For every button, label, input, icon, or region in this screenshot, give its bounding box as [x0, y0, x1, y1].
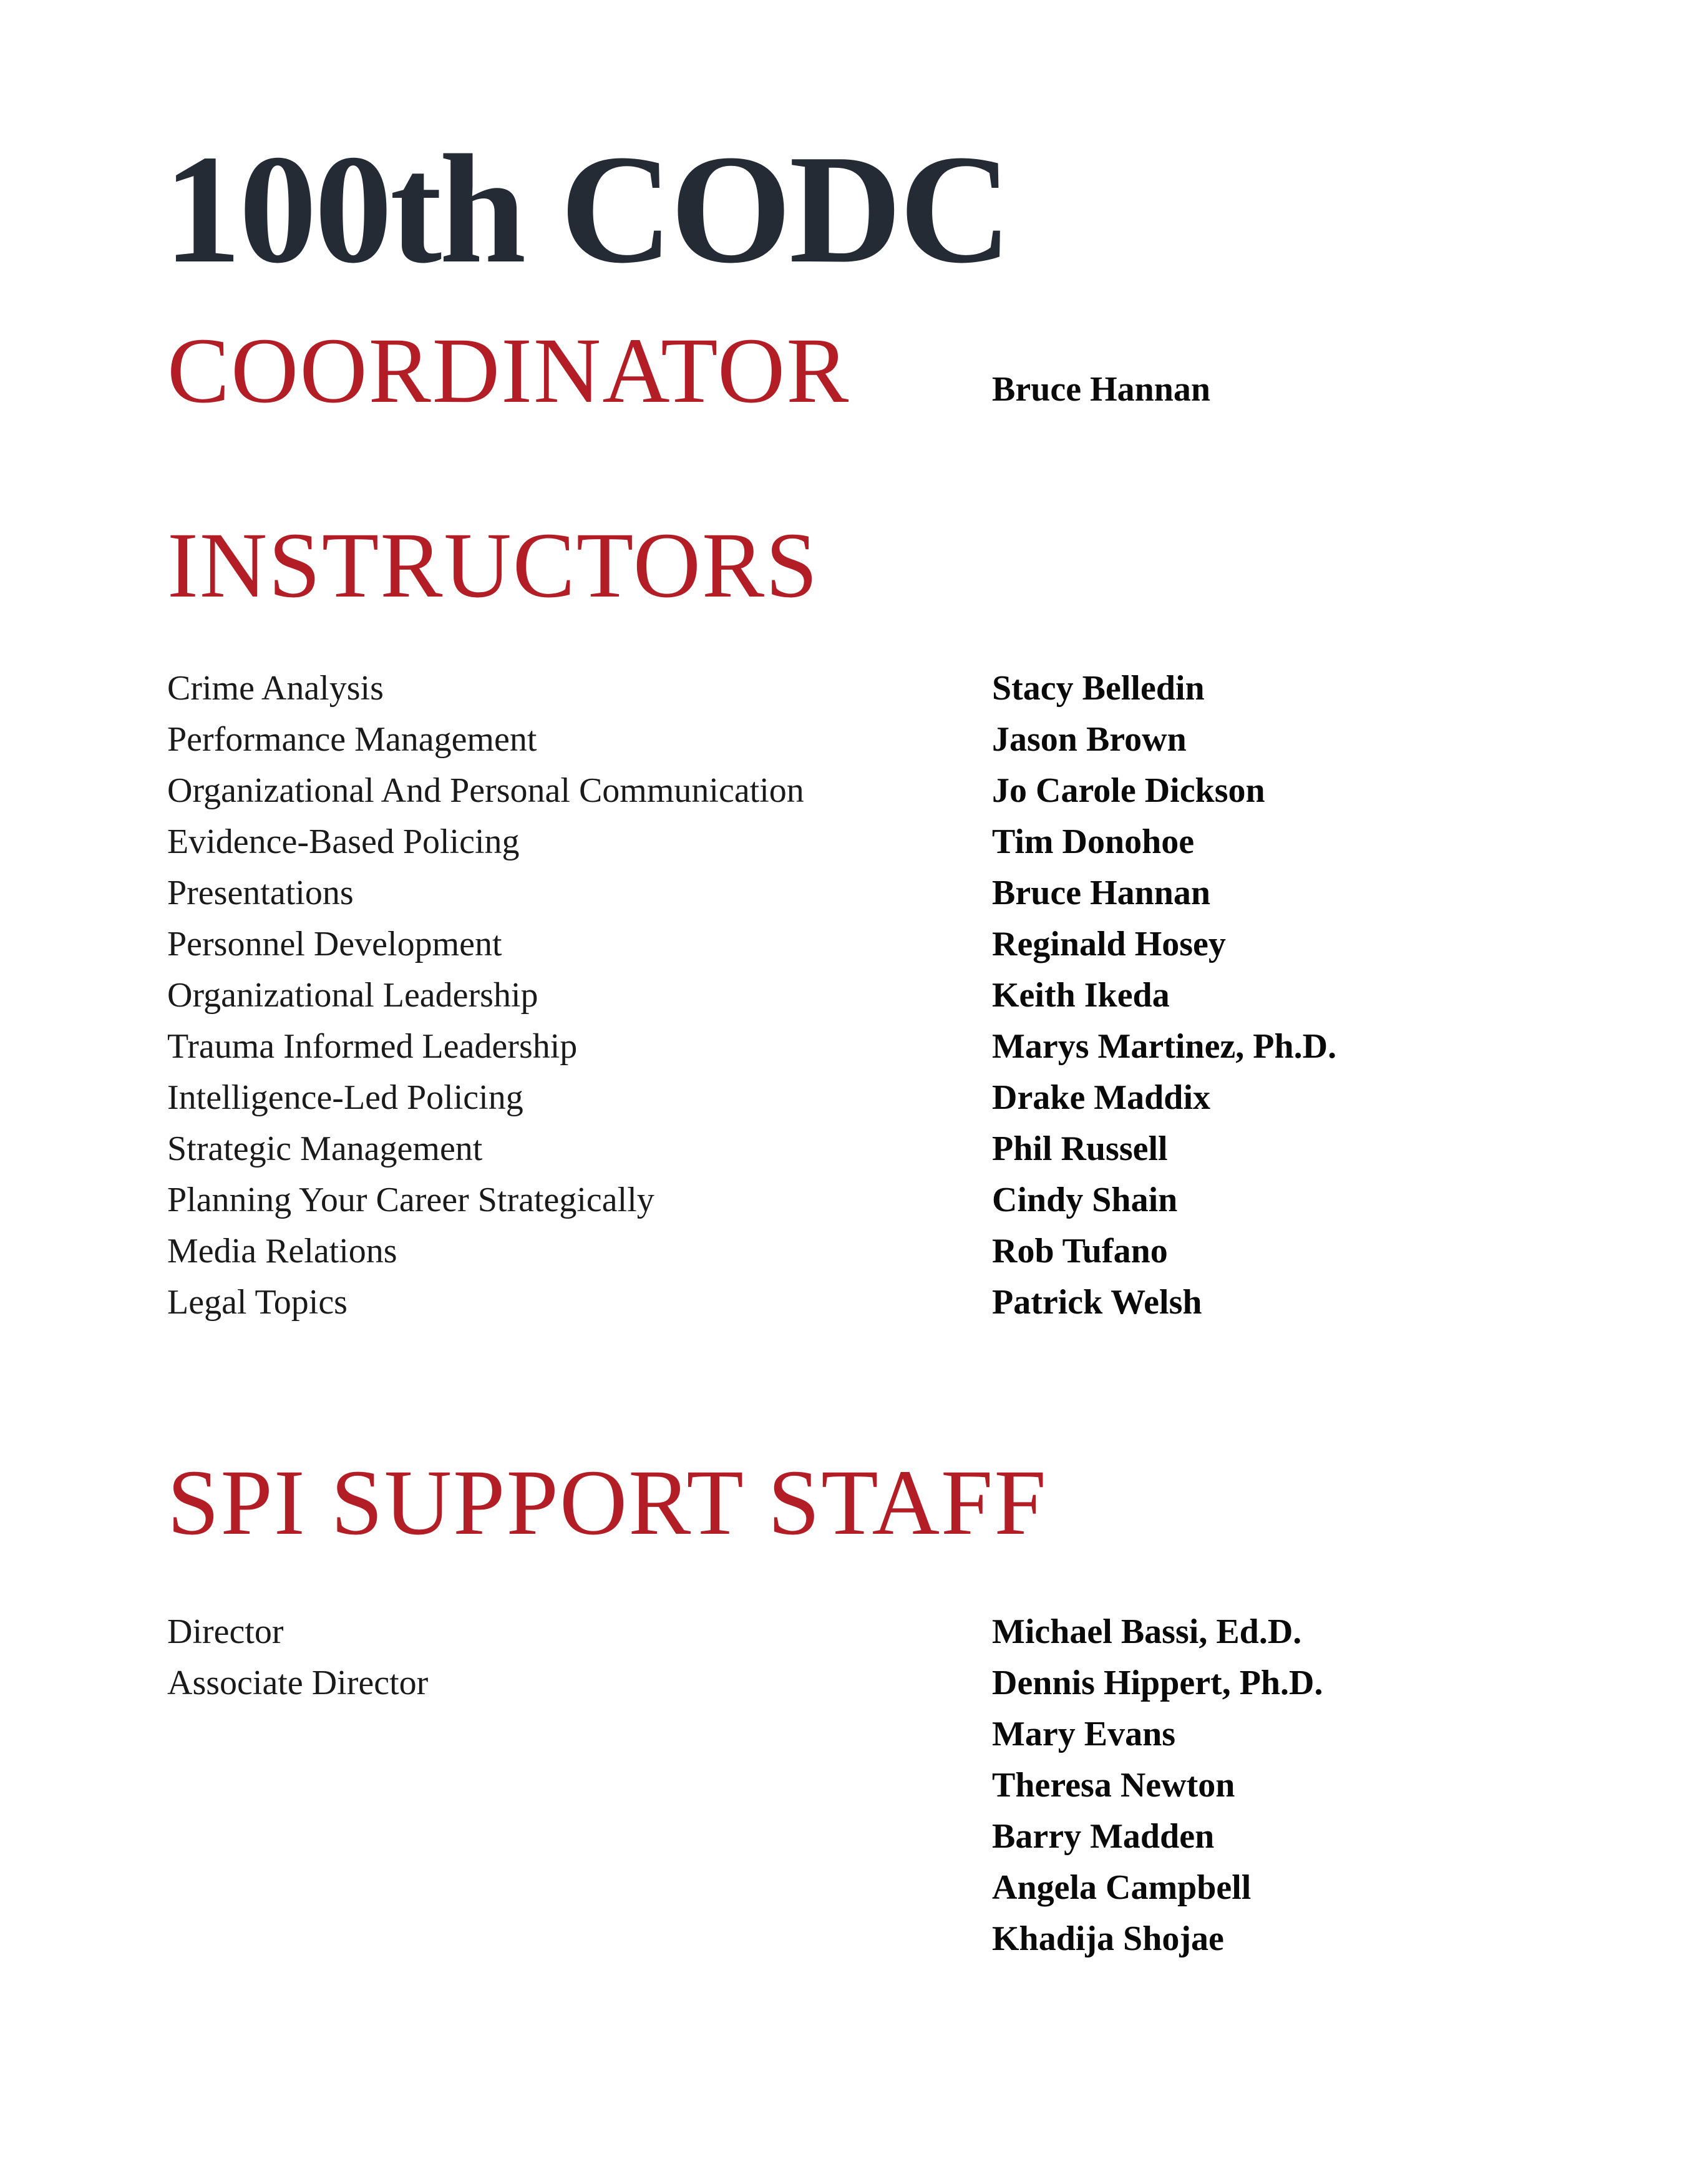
- instructor-topic: Organizational Leadership: [167, 976, 538, 1015]
- instructor-name: Tim Donohoe: [992, 822, 1195, 861]
- coordinator-heading: COORDINATOR: [167, 319, 850, 422]
- instructor-topic: Evidence-Based Policing: [167, 822, 520, 861]
- instructor-name: Keith Ikeda: [992, 976, 1170, 1015]
- coordinator-name: Bruce Hannan: [992, 370, 1211, 409]
- staff-name: Khadija Shojae: [992, 1919, 1224, 1958]
- staff-row: [167, 1657, 1519, 1709]
- staff-row: [167, 1760, 1519, 1811]
- instructor-topic: Crime Analysis: [167, 669, 384, 708]
- page-title: 100th CODC: [163, 123, 1009, 296]
- instructor-topic: Personnel Development: [167, 925, 502, 963]
- instructor-row: [167, 919, 1519, 970]
- instructor-name: Phil Russell: [992, 1129, 1168, 1168]
- staff-name: Dennis Hippert, Ph.D.: [992, 1664, 1323, 1702]
- instructor-topic: Trauma Informed Leadership: [167, 1027, 578, 1066]
- instructor-row: [167, 663, 1519, 714]
- instructor-name: Patrick Welsh: [992, 1283, 1202, 1322]
- instructor-topic: Presentations: [167, 874, 354, 912]
- support-staff-list: [167, 1606, 1519, 1964]
- instructor-name: Stacy Belledin: [992, 669, 1205, 708]
- coordinator-section: [167, 317, 1519, 423]
- staff-role: Associate Director: [167, 1664, 429, 1702]
- instructor-row: [167, 714, 1519, 765]
- instructor-name: Rob Tufano: [992, 1232, 1168, 1270]
- instructor-name: Bruce Hannan: [992, 874, 1211, 912]
- instructor-name: Marys Martinez, Ph.D.: [992, 1027, 1337, 1066]
- instructor-name: Drake Maddix: [992, 1078, 1210, 1117]
- staff-row: [167, 1913, 1519, 1964]
- staff-name: Angela Campbell: [992, 1868, 1252, 1907]
- instructor-topic: Legal Topics: [167, 1283, 348, 1322]
- staff-row: [167, 1862, 1519, 1913]
- instructor-row: [167, 1021, 1519, 1072]
- instructor-row: [167, 1174, 1519, 1226]
- staff-role: Director: [167, 1612, 284, 1651]
- instructor-row: [167, 816, 1519, 867]
- staff-name: Mary Evans: [992, 1715, 1175, 1753]
- instructor-row: [167, 765, 1519, 816]
- staff-name: Michael Bassi, Ed.D.: [992, 1612, 1302, 1651]
- instructor-topic: Media Relations: [167, 1232, 397, 1270]
- support-staff-heading: SPI SUPPORT STAFF: [167, 1451, 1048, 1554]
- instructor-list: [167, 663, 1519, 1328]
- staff-row: [167, 1606, 1519, 1657]
- instructor-row: [167, 1072, 1519, 1123]
- staff-name: Theresa Newton: [992, 1766, 1235, 1805]
- staff-row: [167, 1709, 1519, 1760]
- instructor-topic: Organizational And Personal Communication: [167, 771, 804, 810]
- instructor-row: [167, 970, 1519, 1021]
- instructor-name: Jason Brown: [992, 720, 1187, 759]
- instructor-name: Jo Carole Dickson: [992, 771, 1265, 810]
- instructor-row: [167, 867, 1519, 919]
- instructor-row: [167, 1123, 1519, 1174]
- instructor-name: Cindy Shain: [992, 1181, 1178, 1219]
- instructor-topic: Performance Management: [167, 720, 537, 759]
- staff-name: Barry Madden: [992, 1817, 1215, 1856]
- staff-row: [167, 1811, 1519, 1862]
- instructor-topic: Strategic Management: [167, 1129, 483, 1168]
- instructor-row: [167, 1277, 1519, 1328]
- instructor-topic: Intelligence-Led Policing: [167, 1078, 523, 1117]
- instructor-name: Reginald Hosey: [992, 925, 1226, 963]
- instructor-row: [167, 1226, 1519, 1277]
- instructor-topic: Planning Your Career Strategically: [167, 1181, 654, 1219]
- instructors-heading: INSTRUCTORS: [167, 514, 819, 617]
